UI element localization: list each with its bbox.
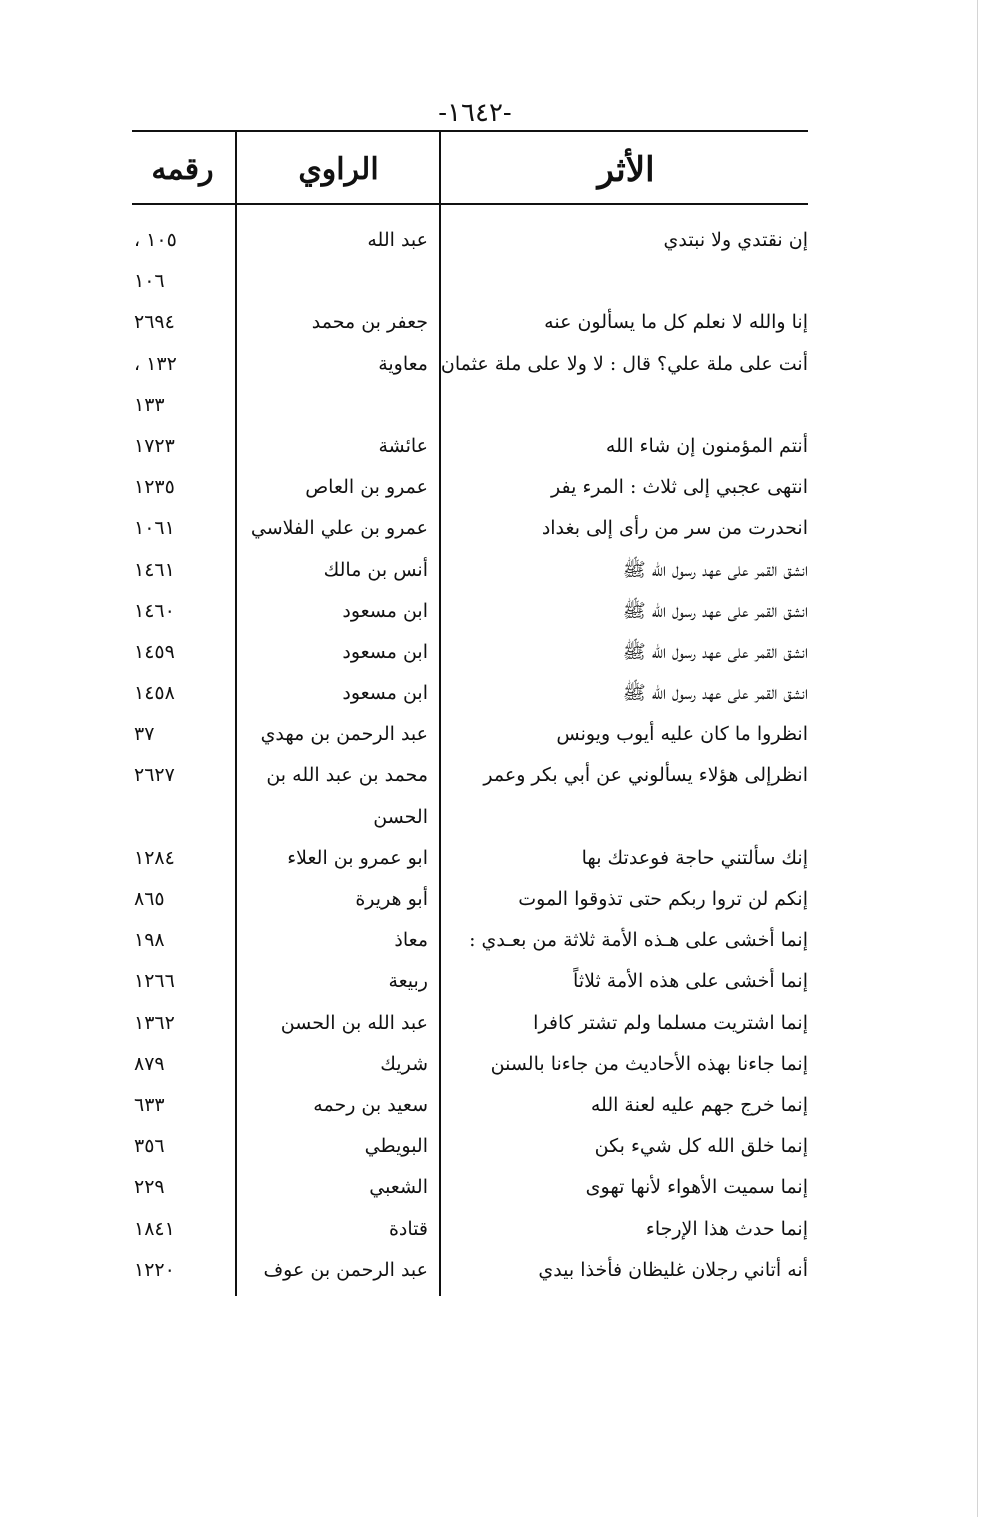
raqm-cell: ١٠٥ ، — [134, 229, 177, 251]
athar-cell: إنما سميت الأهواء لأنها تهوى — [585, 1176, 808, 1199]
athar-cell: إنا والله لا نعلم كل ما يسألون عنه — [544, 311, 808, 334]
rawi-cell: أنس بن مالك — [323, 558, 428, 581]
athar-cell: إنكم لن تروا ربكم حتى تذوقوا الموت — [518, 888, 808, 910]
raqm-cell: ٨٧٩ — [134, 1052, 165, 1075]
table-row — [132, 467, 808, 508]
athar-cell: إن نقتدي ولا نبتدي — [663, 229, 808, 251]
rawi-cell: البويطي — [364, 1135, 428, 1158]
header-raqm: رقمه — [151, 152, 214, 187]
athar-cell: إنك سألتني حاجة فوعدتك بها — [581, 846, 808, 869]
athar-cell: انشق القمر على عهد رسول الله ﷺ — [622, 599, 808, 622]
table-row — [132, 755, 808, 796]
rawi-cell: ربيعة — [388, 970, 428, 993]
raqm-cell: ٣٥٦ — [134, 1135, 165, 1158]
index-table — [132, 130, 808, 1296]
rawi-cell — [233, 261, 428, 302]
athar-cell: أنت على ملة علي؟ قال : لا ولا على ملة عثمان — [440, 352, 808, 375]
athar-cell: أنه أتاني رجلان غليظان فأخذا بيدي — [538, 1258, 808, 1281]
table-row — [132, 1044, 808, 1085]
rawi-cell: سعيد بن رحمه — [313, 1093, 428, 1116]
rawi-cell: عبد الرحمن بن مهدي — [260, 723, 428, 746]
raqm-cell: ١٤٥٩ — [134, 640, 175, 663]
table-row — [132, 261, 808, 302]
table-row — [132, 797, 808, 838]
rawi-cell: محمد بن عبد الله بن — [266, 764, 428, 787]
table-row — [132, 550, 808, 591]
raqm-cell: ١٩٨ — [134, 929, 165, 952]
athar-cell: انشق القمر على عهد رسول الله ﷺ — [622, 640, 808, 663]
table-row — [132, 302, 808, 343]
athar-cell: إنما خرج جهم عليه لعنة الله — [590, 1093, 808, 1116]
rawi-cell: عمرو بن علي الفلاسي — [250, 517, 428, 540]
table-row — [132, 591, 808, 632]
table-row — [132, 1003, 808, 1044]
athar-cell — [448, 261, 808, 302]
table-row — [132, 673, 808, 714]
rawi-cell: عمرو بن العاص — [305, 476, 428, 499]
athar-cell: إنما حدث هذا الإرجاء — [645, 1217, 808, 1240]
table-row — [132, 385, 808, 426]
table-row — [132, 1250, 808, 1291]
raqm-cell: ١٣٦٢ — [134, 1011, 175, 1034]
rawi-cell: شريك — [380, 1052, 428, 1075]
header-rawi: الراوي — [298, 152, 379, 187]
rawi-cell: ابن مسعود — [342, 640, 428, 663]
athar-cell: إنما أخشى على هـذه الأمة ثلاثة من بعـدي : — [469, 929, 808, 952]
rawi-cell: معاذ — [394, 929, 428, 952]
rawi-cell: قتادة — [388, 1217, 428, 1240]
raqm-cell: ١٢٢٠ — [134, 1258, 175, 1281]
raqm-cell: ١٢٦٦ — [134, 970, 175, 993]
table-row — [132, 344, 808, 385]
rawi-cell: ابن مسعود — [342, 599, 428, 622]
page-edge-line — [977, 0, 978, 1517]
raqm-cell: ١٠٦١ — [134, 517, 175, 540]
table-row — [132, 426, 808, 467]
rawi-cell: عبد الرحمن بن عوف — [263, 1258, 428, 1281]
table-row — [132, 714, 808, 755]
athar-cell: أنتم المؤمنون إن شاء الله — [605, 434, 808, 457]
athar-cell: إنما جاءنا بهذه الأحاديث من جاءنا بالسنن — [490, 1052, 808, 1075]
page-number: -١٦٤٢- — [438, 98, 512, 128]
rawi-cell: عائشة — [378, 434, 428, 457]
table-header-rule — [132, 203, 808, 205]
rawi-cell: الحسن — [373, 805, 428, 828]
table-row — [132, 838, 808, 879]
rawi-cell: ابن مسعود — [342, 682, 428, 705]
raqm-cell: ١٣٣ — [134, 393, 165, 416]
raqm-cell: ١٢٣٥ — [134, 476, 175, 499]
table-row — [132, 920, 808, 961]
table-row — [132, 220, 808, 261]
raqm-cell: ٢٦٩٤ — [134, 311, 175, 334]
rawi-cell: عبد الله — [367, 229, 428, 251]
raqm-cell: ٣٧ — [134, 723, 155, 746]
raqm-cell: ١٤٦١ — [134, 558, 175, 581]
rawi-cell: ابو عمرو بن العلاء — [287, 846, 428, 869]
rawi-cell: الشعبي — [369, 1176, 428, 1199]
athar-cell: إنما خلق الله كل شيء بكن — [594, 1135, 808, 1158]
table-row — [132, 961, 808, 1002]
table-body — [132, 220, 808, 1291]
table-top-rule — [132, 130, 808, 132]
athar-cell: إنما أخشى على هذه الأمة ثلاثاً — [573, 970, 808, 993]
athar-cell: انظرإلى هؤلاء يسألوني عن أبي بكر وعمر — [483, 764, 808, 787]
raqm-cell: ٨٦٥ — [134, 888, 165, 910]
athar-cell: انحدرت من سر من رأى إلى بغداد — [541, 517, 808, 540]
rawi-cell: عبد الله بن الحسن — [280, 1011, 428, 1034]
raqm-cell: ١٠٦ — [134, 270, 165, 293]
raqm-cell: ١٤٦٠ — [134, 599, 175, 622]
header-athar: الأثر — [597, 150, 655, 190]
raqm-cell: ١٣٢ ، — [134, 352, 177, 375]
raqm-cell: ١٢٨٤ — [134, 846, 175, 869]
rawi-cell: أبو هريرة — [355, 888, 428, 910]
raqm-cell: ٦٣٣ — [134, 1093, 165, 1116]
raqm-cell: ٢٦٢٧ — [134, 764, 175, 787]
rawi-cell: معاوية — [378, 352, 428, 375]
rawi-cell — [233, 385, 428, 426]
raqm-cell: ١٤٥٨ — [134, 682, 175, 705]
table-row — [132, 632, 808, 673]
athar-cell: انتهى عجبي إلى ثلاث : المرء يفر — [551, 476, 808, 499]
raqm-cell — [132, 797, 228, 838]
raqm-cell: ١٨٤١ — [134, 1217, 175, 1240]
table-row — [132, 1085, 808, 1126]
table-row — [132, 1209, 808, 1250]
athar-cell — [448, 385, 808, 426]
raqm-cell: ١٧٢٣ — [134, 434, 175, 457]
rawi-cell: جعفر بن محمد — [311, 311, 428, 334]
athar-cell: انشق القمر على عهد رسول الله ﷺ — [622, 682, 808, 705]
raqm-cell: ٢٢٩ — [134, 1176, 165, 1199]
table-row — [132, 1167, 808, 1208]
table-row — [132, 879, 808, 920]
table-row — [132, 508, 808, 549]
athar-cell: انظروا ما كان عليه أيوب ويونس — [556, 723, 808, 746]
athar-cell: انشق القمر على عهد رسول الله ﷺ — [622, 558, 808, 581]
table-row — [132, 1126, 808, 1167]
athar-cell: إنما اشتريت مسلما ولم تشتر كافرا — [533, 1011, 808, 1034]
athar-cell — [448, 797, 808, 838]
